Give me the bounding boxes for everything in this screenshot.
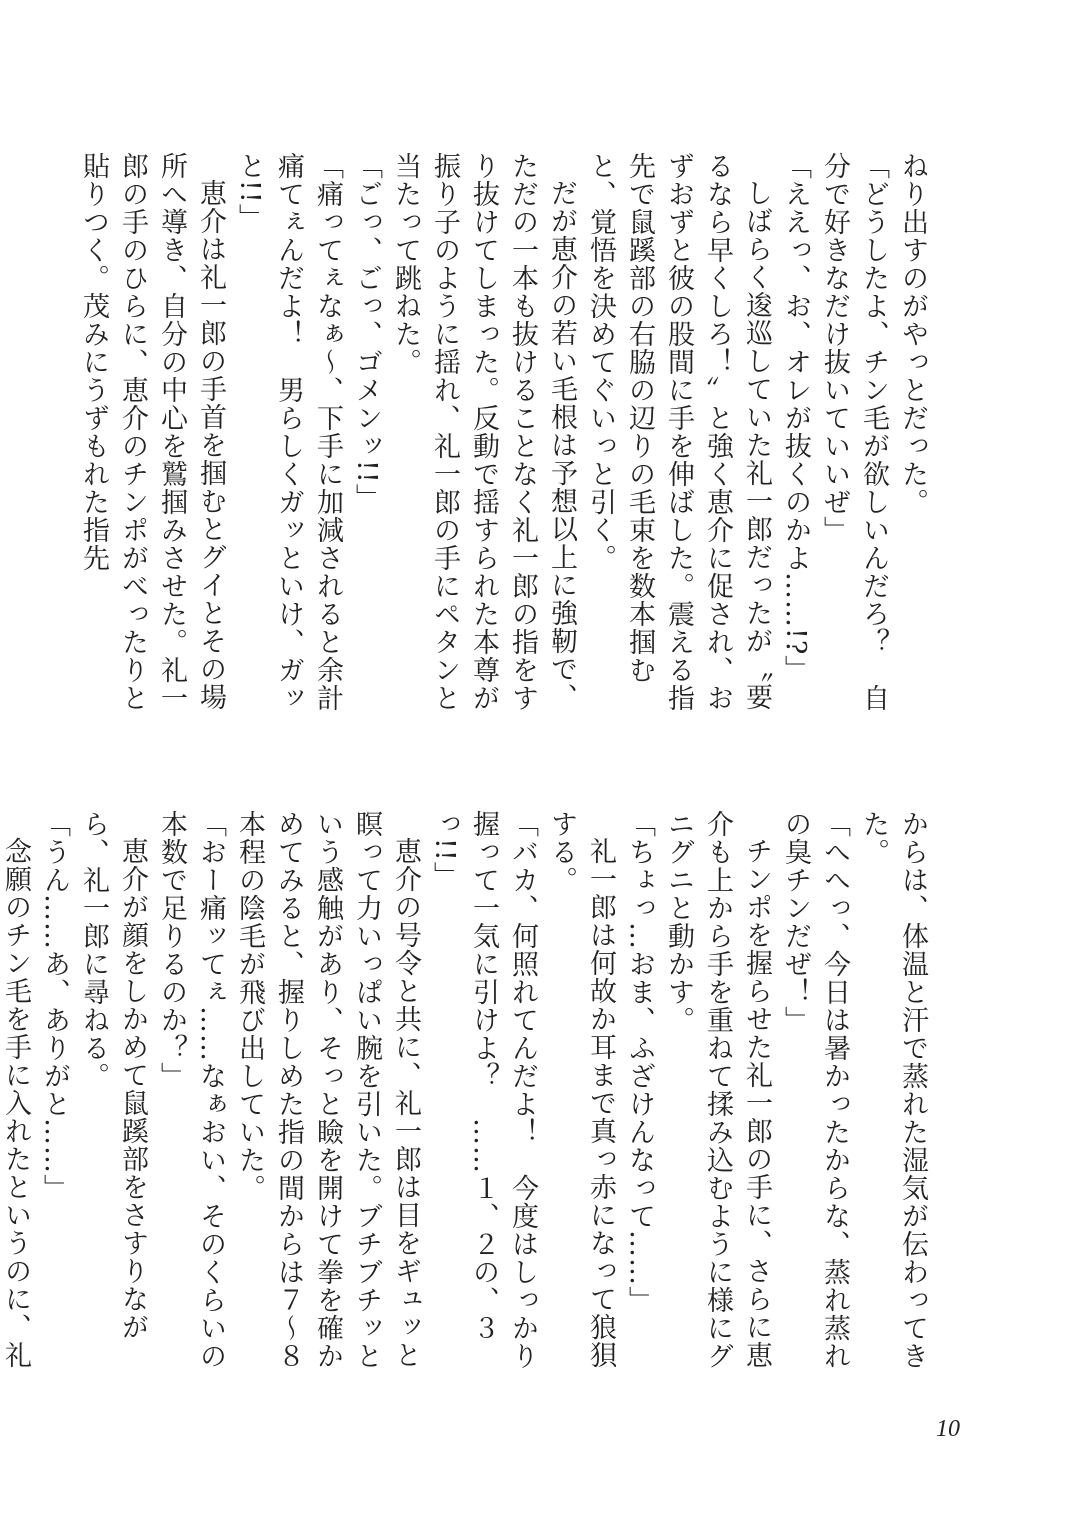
- paragraph: チンポを握らせた礼一郎の手に、さらに恵介も上から手を重ねて揉み込むように様にグニグニと動かす。: [663, 810, 772, 1370]
- paragraph: 「バカ、何照れてんだよ！ 今度はしっかり握って一気に引けよ？ ……１、２の、３っ!!」: [429, 810, 538, 1370]
- paragraph: 恵介が顔をしかめて鼠蹊部をさすりながら、礼一郎に尋ねる。: [78, 810, 148, 1341]
- bottom-text-block: [0, 810, 932, 1395]
- paragraph: 「どうしたよ、チン毛が欲しいんだろ？ 自分で好きなだけ抜いていいぜ」: [819, 152, 889, 712]
- paragraph: からは、体温と汗で蒸れた湿気が伝わってきた。: [858, 810, 928, 1370]
- paragraph: だが恵介の若い毛根は予想以上に強靭で、ただの一本も抜けることなく礼一郎の指をすり抜けてしまった。反動で揺すられた本尊が振り子のように揺れ、礼一郎の手にペタンと当たって跳ねた。: [390, 152, 577, 712]
- paragraph: 「痛ってぇなぁ〜、下手に加減されると余計痛てぇんだよ！ 男らしくガッといけ、ガッと!!」: [234, 152, 343, 712]
- paragraph: ねり出すのがやっとだった。: [897, 152, 928, 516]
- page-number: 10: [936, 1416, 960, 1442]
- paragraph: しばらく逡巡していた礼一郎だったが〝要るなら早くしろ！〟と強く恵介に促され、おずおずと彼の股間に手を伸ばした。震える指先で鼠蹊部の右脇の辺りの毛束を数本掴むと、覚悟を決めてぐいっと引く。: [585, 152, 772, 712]
- paragraph: 「へへっ、今日は暑かったからな、蒸れ蒸れの臭チンだぜ！」: [780, 810, 850, 1370]
- paragraph: 「ごっ、ごっ、ゴメンッ!!」: [351, 152, 382, 512]
- paragraph: 「ちょっ…おま、ふざけんなって……」: [624, 810, 655, 1314]
- paragraph: 恵介は礼一郎の手首を掴むとグイとその場所へ導き、自分の中心を鷲掴みさせた。礼一郎の手のひらに、恵介のチンポがべったりと貼りつく。茂みにうずもれた指先: [78, 152, 226, 712]
- paragraph: 礼一郎は何故か耳まで真っ赤になって狼狽する。: [546, 810, 616, 1369]
- paragraph: 「おー痛ッてぇ……なぁおい、そのくらいの本数で足りるのか？」: [156, 810, 226, 1370]
- top-text-block: [78, 152, 932, 737]
- paragraph: 「うん……あ、ありがと……」: [39, 810, 70, 1202]
- paragraph: 念願のチン毛を手に入れたというのに、礼: [0, 837, 31, 1369]
- paragraph: 「ええっ、お、オレが抜くのかよ……!?」: [780, 152, 811, 684]
- paragraph: 恵介の号令と共に、礼一郎は目をギュッと瞑って力いっぱい腕を引いた。ブチブチッという感触があり、そっと瞼を開けて拳を確かめてみると、握りしめた指の間からは７〜８本程の陰毛が飛び出していた。: [234, 810, 421, 1370]
